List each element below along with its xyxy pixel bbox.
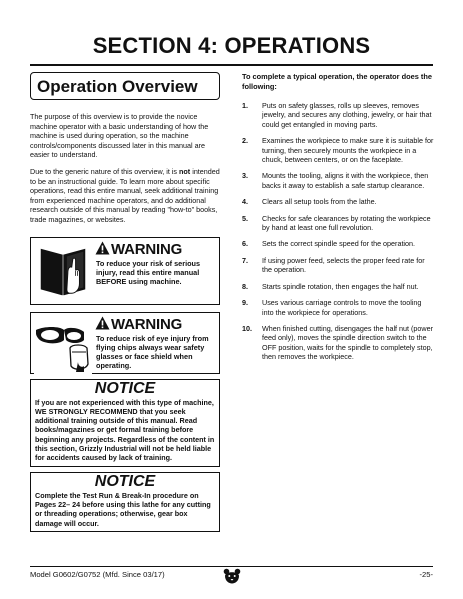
step-number: 4. bbox=[242, 197, 248, 207]
warning-1-heading bbox=[95, 241, 182, 257]
list-item bbox=[242, 239, 434, 248]
notice-2-text: Complete the Test Run & Break-In procedure on Pages 22– 24 before using this lathe for any cutting or threading operations; otherwise, gear box damage will occur. bbox=[35, 490, 211, 528]
step-number: 8. bbox=[242, 281, 248, 291]
section-title: SECTION 4: OPERATIONS bbox=[92, 33, 371, 58]
step-text: Starts spindle rotation, then engages the half nut. bbox=[262, 281, 419, 291]
title-divider bbox=[30, 64, 433, 66]
step-number: 6. bbox=[242, 239, 248, 249]
warning-2-heading bbox=[95, 316, 182, 332]
step-number: 1. bbox=[242, 101, 248, 110]
step-number: 10. bbox=[242, 323, 252, 333]
step-number: 5. bbox=[242, 213, 248, 223]
notice-1-heading: NOTICE bbox=[94, 379, 156, 397]
list-item bbox=[242, 214, 434, 233]
read-manual-icon bbox=[34, 241, 92, 301]
list-item bbox=[242, 101, 434, 129]
list-item bbox=[242, 282, 434, 291]
footer-divider bbox=[30, 566, 433, 567]
warning-2-text: To reduce risk of eye injury from flying chips always wear safety glasses or face shield when operating. bbox=[96, 333, 209, 371]
step-text: If using power feed, selects the proper feed rate for the operation. bbox=[262, 255, 425, 275]
overview-paragraph-2-start: Due to the generic nature of this overview, it is bbox=[30, 166, 180, 176]
typical-operation-intro: To complete a typical operation, the operator does the following: bbox=[242, 72, 432, 91]
notice-2-heading: NOTICE bbox=[94, 472, 156, 490]
left-column bbox=[30, 72, 220, 532]
step-text: Puts on safety glasses, rolls up sleeves, removes jewelry, and secures any clothing, jewelry, or hair that could get entangled in moving parts. bbox=[262, 101, 432, 129]
operation-steps-list bbox=[242, 101, 434, 362]
notice-box-training bbox=[30, 379, 220, 467]
step-text: Checks for safe clearances by rotating the workpiece by hand at least one full revolution. bbox=[262, 213, 431, 233]
list-item bbox=[242, 171, 434, 190]
step-text: Examines the workpiece to make sure it is suitable for turning, then securely mounts the workpiece in a chuck, between centers, or on the faceplate. bbox=[262, 136, 434, 165]
overview-paragraph-2 bbox=[30, 167, 220, 225]
step-text: When finished cutting, disengages the half nut (power feed only), moves the spindle direction switch to the OFF position, waits for the spindle to completely stop, then removes the workpiece. bbox=[262, 323, 434, 362]
step-text: Sets the correct spindle speed for the operation. bbox=[262, 239, 416, 249]
step-text: Uses various carriage controls to move the tooling into the workpiece for operations. bbox=[262, 298, 422, 317]
overview-paragraph-1: The purpose of this overview is to provide the novice machine operator with a basic understanding of how the machine is used during operation, so the machine controls/components discussed later in this manual are easier to understand. bbox=[30, 112, 209, 160]
warning-box-eye-protection bbox=[30, 312, 220, 374]
notice-box-break-in bbox=[30, 472, 220, 532]
list-item bbox=[242, 324, 434, 362]
step-number: 9. bbox=[242, 298, 248, 308]
notice-1-text: If you are not experienced with this type of machine, WE STRONGLY RECOMMEND that you seek additional training outside of this manual. Read books/magazines or get formal training before beginning any projects. Regardless of the content in this section, Grizzly Industrial will not be held liable for accidents caused by lack of training. bbox=[35, 397, 215, 463]
warning-triangle-icon bbox=[95, 241, 110, 255]
footer-model: Model G0602/G0752 (Mfd. Since 03/17) bbox=[30, 570, 165, 579]
step-text: Clears all setup tools from the lathe. bbox=[262, 197, 377, 207]
overview-paragraph-2-emphasis: not bbox=[179, 166, 191, 176]
warning-triangle-icon bbox=[95, 316, 110, 330]
step-number: 7. bbox=[242, 255, 248, 265]
overview-paragraph-2-end: intended to be an instructional guide. To learn more about specific operations, read this entire manual, seek additional training from experienced machine operators, and do additional research outside of this manual by reading "how-to" books, trade magazines, or websites. bbox=[30, 166, 220, 224]
overview-heading: Operation Overview bbox=[30, 72, 220, 100]
safety-glasses-icon bbox=[34, 316, 92, 376]
warning-box-read-manual bbox=[30, 237, 220, 305]
list-item bbox=[242, 298, 434, 317]
warning-1-heading-text: WARNING bbox=[111, 240, 183, 258]
step-number: 3. bbox=[242, 171, 248, 181]
grizzly-bear-logo-icon bbox=[223, 568, 241, 584]
list-item bbox=[242, 256, 434, 275]
step-text: Mounts the tooling, aligns it with the workpiece, then backs it away to establish a safe startup clearance. bbox=[262, 171, 429, 190]
warning-2-heading-text: WARNING bbox=[111, 315, 183, 333]
page-number: -25- bbox=[419, 570, 433, 579]
step-number: 2. bbox=[242, 136, 248, 146]
right-column bbox=[242, 72, 434, 369]
list-item bbox=[242, 197, 434, 206]
list-item bbox=[242, 136, 434, 164]
warning-1-text: To reduce your risk of serious injury, read this entire manual BEFORE using machine. bbox=[96, 258, 201, 287]
